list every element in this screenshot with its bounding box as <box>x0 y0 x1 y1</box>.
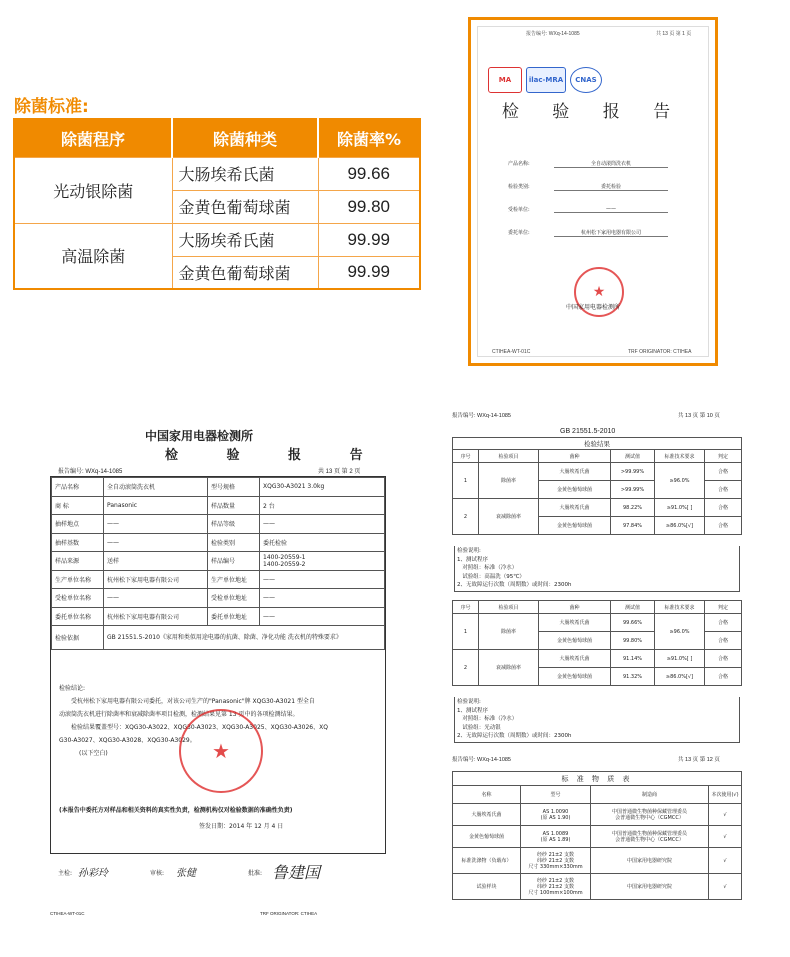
ref-header: 名称 <box>453 786 521 804</box>
seal-star-icon: ★ <box>592 284 606 300</box>
results-strain: 金黄色葡萄球菌 <box>539 481 611 499</box>
field-label: 生产单位名称 <box>52 570 104 589</box>
results-header: 序号 <box>453 601 479 614</box>
field-value: —— <box>260 589 385 608</box>
report-institute: 中国家用电器检测所 <box>145 429 254 443</box>
cover-field <box>508 183 668 193</box>
results-value: 99.80% <box>611 632 655 650</box>
results-value: 91.14% <box>611 650 655 668</box>
report-info-table <box>51 477 385 650</box>
results-item: 衰减除菌率 <box>479 650 539 686</box>
results-req: ≥96.0% <box>655 463 705 499</box>
results-req: ≥91.0%[ ] <box>655 650 705 668</box>
results-req: ≥96.0% <box>655 614 705 650</box>
results-judge: 合格 <box>705 499 742 517</box>
field-label: 委托单位名称 <box>52 607 104 626</box>
field-value: 2 台 <box>260 496 385 515</box>
report-title: 检 验 报 告 <box>165 448 385 463</box>
sign-label: 主检: <box>58 870 73 877</box>
cover-report-no: 报告编号: WXq-14-1085 <box>526 31 580 37</box>
cover-field-label: 受检单位: <box>508 207 530 213</box>
results-item: 除菌率 <box>479 463 539 499</box>
ref-model: AS 1.0090 (原 AS 1.90) <box>521 804 591 826</box>
type-cell: 大肠埃希氏菌 <box>172 157 318 190</box>
field-label: 样品数量 <box>208 496 260 515</box>
results-header: 标准技术要求 <box>655 601 705 614</box>
ref-header: 制造商 <box>591 786 709 804</box>
header-rate: 除菌率% <box>318 119 420 157</box>
field-label: 样品等级 <box>208 515 260 534</box>
cover-field <box>508 160 668 170</box>
field-value: 杭州松下家用电器有限公司 <box>104 607 208 626</box>
note-line: 检验说明: <box>457 548 481 554</box>
note-line: 对照组：标准（冷水） <box>457 716 518 722</box>
type-cell: 金黄色葡萄球菌 <box>172 190 318 223</box>
ref-model: 经纱 21±2 支数 纬纱 21±2 支数 尺寸 100mm×100mm <box>521 874 591 900</box>
rate-cell: 99.66 <box>318 157 420 190</box>
results-table-1 <box>452 449 742 535</box>
field-value: —— <box>260 570 385 589</box>
field-value: —— <box>104 515 208 534</box>
ref-maker: 中国普通微生物菌种保藏管理委员 会普通微生物中心（CGMCC） <box>591 826 709 848</box>
results-strain: 金黄色葡萄球菌 <box>539 632 611 650</box>
ref-caption: 标 准 物 质 表 <box>452 771 742 785</box>
field-label: 样品来源 <box>52 552 104 571</box>
results-table-2 <box>452 600 742 686</box>
results-value: >99.99% <box>611 463 655 481</box>
program-cell: 高温除菌 <box>14 223 172 289</box>
field-value: 送样 <box>104 552 208 571</box>
results-strain: 大肠埃希氏菌 <box>539 650 611 668</box>
results-req: ≥86.0%[√] <box>655 517 705 535</box>
results-strain: 大肠埃希氏菌 <box>539 499 611 517</box>
results-judge: 合格 <box>705 481 742 499</box>
note-line: 检验说明: <box>457 699 481 705</box>
results-header: 判定 <box>705 450 742 463</box>
note-line: 1、测试程序 <box>457 707 488 714</box>
results-judge: 合格 <box>705 650 742 668</box>
ref-model: AS 1.0089 (原 AS 1.89) <box>521 826 591 848</box>
results-header: 检验项目 <box>479 601 539 614</box>
report-footer-left: CTIHEA-WT-01C <box>50 911 85 916</box>
ref-used: √ <box>709 874 742 900</box>
signature-row <box>50 862 386 886</box>
results-caption: 检验结果 <box>452 437 742 449</box>
cover-field-value: —— <box>554 206 668 213</box>
results-value: 97.84% <box>611 517 655 535</box>
results-no: 2 <box>453 499 479 535</box>
cover-field-value: 委托检验 <box>554 183 668 191</box>
sign-label: 批准: <box>248 870 263 877</box>
note-line: 1、测试程序 <box>457 556 488 563</box>
results-header: 标准技术要求 <box>655 450 705 463</box>
conclusion-label: 检验结论: <box>59 685 86 692</box>
results-header: 菌种 <box>539 450 611 463</box>
field-label: 检验依据 <box>52 626 104 650</box>
header-program: 除菌程序 <box>14 119 172 157</box>
field-value: 1400-20559-1 1400-20559-2 <box>260 552 385 571</box>
ref-name: 大肠埃希氏菌 <box>453 804 521 826</box>
results-judge: 合格 <box>705 668 742 686</box>
ref-page: 共 13 页 第 12 页 <box>678 757 720 763</box>
field-value: Panasonic <box>104 496 208 515</box>
results-no: 1 <box>453 614 479 650</box>
cover-field-value: 杭州松下家用电器有限公司 <box>554 229 668 237</box>
note-line: 试验组：高温洗（95℃） <box>457 573 525 580</box>
field-label: 委托单位地址 <box>208 607 260 626</box>
cover-title: 检 验 报 告 <box>501 102 685 122</box>
field-label: 受检单位名称 <box>52 589 104 608</box>
note-line: 对照组：标准（冷水） <box>457 565 518 571</box>
report-page: 共 13 页 第 2 页 <box>318 469 361 475</box>
ref-header: 本次使用(√) <box>709 786 742 804</box>
results-strain: 金黄色葡萄球菌 <box>539 668 611 686</box>
note-line: 2、无故障运行次数（周期数）或时间：2300h <box>457 582 572 588</box>
field-label: 型号规格 <box>208 478 260 497</box>
signature-inspector: 孙彩玲 <box>78 868 108 879</box>
results-req: ≥91.0%[ ] <box>655 499 705 517</box>
cover-field-label: 产品名称: <box>508 161 530 167</box>
results-header: 测试值 <box>611 601 655 614</box>
rate-cell: 99.99 <box>318 256 420 289</box>
note-line: 2、无故障运行次数（周期数）或时间：2300h <box>457 733 572 739</box>
field-label: 抽样地点 <box>52 515 104 534</box>
cover-page: 共 13 页 第 1 页 <box>656 31 692 37</box>
field-label: 生产单位地址 <box>208 570 260 589</box>
results-page: 共 13 页 第 10 页 <box>678 413 720 419</box>
report-footer-right: TRF ORIGINATOR: CTIHEA <box>260 911 318 916</box>
conclusion-line: 动滚筒洗衣机进行除菌率和衰减除菌率项目检测，检测结果见第 13 页中的各项检测结果。 <box>59 711 299 718</box>
results-judge: 合格 <box>705 614 742 632</box>
results-item: 衰减除菌率 <box>479 499 539 535</box>
cover-field-value: 全自动滚筒洗衣机 <box>554 160 668 168</box>
conclusion-line: 受杭州松下家用电器有限公司委托，对该公司生产的"Panasonic"牌 XQG30-A3021 型全自 <box>71 698 315 705</box>
ref-maker: 中国家用电器研究院 <box>591 874 709 900</box>
conclusion-line: G30-A3027、XQG30-A3028、XQG30-A3029。 <box>59 737 196 744</box>
field-label: 产品名称 <box>52 478 104 497</box>
field-label: 抽样基数 <box>52 533 104 552</box>
red-seal-icon <box>179 709 263 793</box>
results-req: ≥86.0%[√] <box>655 668 705 686</box>
results-strain: 金黄色葡萄球菌 <box>539 517 611 535</box>
cnas-logo-icon: CNAS <box>570 67 602 93</box>
results-value: >99.99% <box>611 481 655 499</box>
sterilization-title: 除菌标准: <box>14 97 89 117</box>
results-no: 1 <box>453 463 479 499</box>
results-value: 99.66% <box>611 614 655 632</box>
results-notes-1 <box>454 546 740 592</box>
field-value: —— <box>104 589 208 608</box>
ilac-mra-logo-icon: ilac-MRA <box>526 67 566 93</box>
ref-name: 标准洗涤物（负载布） <box>453 848 521 874</box>
results-header: 判定 <box>705 601 742 614</box>
conclusion-line: (以下空白) <box>79 750 108 757</box>
results-judge: 合格 <box>705 632 742 650</box>
program-cell: 光动银除菌 <box>14 157 172 223</box>
results-judge: 合格 <box>705 463 742 481</box>
ref-maker: 中国普通微生物菌种保藏管理委员 会普通微生物中心（CGMCC） <box>591 804 709 826</box>
type-cell: 大肠埃希氏菌 <box>172 223 318 256</box>
report-form <box>50 476 386 854</box>
ref-used: √ <box>709 848 742 874</box>
results-header: 序号 <box>453 450 479 463</box>
ref-used: √ <box>709 804 742 826</box>
cover-footer-left: CTIHEA-WT-01C <box>492 349 531 355</box>
ma-logo-icon: MA <box>488 67 522 93</box>
field-value: 杭州松下家用电器有限公司 <box>104 570 208 589</box>
results-strain: 大肠埃希氏菌 <box>539 614 611 632</box>
ref-maker: 中国家用电器研究院 <box>591 848 709 874</box>
sterilization-table <box>13 118 421 290</box>
seal-star-icon: ★ <box>212 739 230 763</box>
note-line: 试验组：光动银 <box>457 724 501 731</box>
field-value: XQG30-A3021 3.0kg <box>260 478 385 497</box>
results-no: 2 <box>453 650 479 686</box>
results-report-no: 报告编号: WXq-14-1085 <box>452 413 511 419</box>
results-header: 菌种 <box>539 601 611 614</box>
ref-name: 试验样块 <box>453 874 521 900</box>
reference-table <box>452 785 742 900</box>
report-no: 报告编号: WXq-14-1085 <box>58 469 123 475</box>
rate-cell: 99.99 <box>318 223 420 256</box>
ref-model: 经纱 21±2 支数 纬纱 21±2 支数 尺寸 330mm×330mm <box>521 848 591 874</box>
cover-field <box>508 206 668 216</box>
basis-text: GB 21551.5-2010《家用和类似用途电器的抗菌、除菌、净化功能 洗衣机的特殊要求》 <box>104 626 385 650</box>
ref-header: 型号 <box>521 786 591 804</box>
header-type: 除菌种类 <box>172 119 318 157</box>
field-value: 委托检验 <box>260 533 385 552</box>
field-value: 全自动滚筒洗衣机 <box>104 478 208 497</box>
field-value: —— <box>104 533 208 552</box>
cover-footer-right: TRF ORIGINATOR: CTIHEA <box>628 349 692 355</box>
cover-institute: 中国家用电器检测所 <box>565 304 620 311</box>
results-judge: 合格 <box>705 517 742 535</box>
sign-label: 审核: <box>150 870 165 877</box>
results-header: 检验项目 <box>479 450 539 463</box>
rate-cell: 99.80 <box>318 190 420 223</box>
conclusion-line: 检验结果覆盖型号：XQG30-A3022、XQG30-A3023、XQG30-A3025、XQG30-A3026、XQ <box>71 724 328 731</box>
results-notes-2 <box>454 697 740 743</box>
field-label: 商 标 <box>52 496 104 515</box>
field-label: 检验类别 <box>208 533 260 552</box>
sign-date: 签发日期：2014 年 12 月 4 日 <box>199 823 284 830</box>
ref-used: √ <box>709 826 742 848</box>
results-header: 测试值 <box>611 450 655 463</box>
cover-field-label: 委托单位: <box>508 230 530 236</box>
results-standard: GB 21551.5-2010 <box>560 428 616 435</box>
ref-report-no: 报告编号: WXq-14-1085 <box>452 757 511 763</box>
signature-reviewer: 张健 <box>176 868 196 879</box>
field-value: —— <box>260 515 385 534</box>
field-value: —— <box>260 607 385 626</box>
field-label: 样品编号 <box>208 552 260 571</box>
report-note: (本报告中委托方对样品和相关资料的真实性负责，检测机构仅对检验数据的准确性负责) <box>59 807 293 814</box>
results-item: 除菌率 <box>479 614 539 650</box>
report-cover <box>468 17 718 366</box>
results-value: 91.32% <box>611 668 655 686</box>
results-value: 98.22% <box>611 499 655 517</box>
signature-approver: 鲁建国 <box>272 863 321 882</box>
field-label: 受检单位地址 <box>208 589 260 608</box>
type-cell: 金黄色葡萄球菌 <box>172 256 318 289</box>
cover-field-label: 检验类别: <box>508 184 530 190</box>
ref-name: 金黄色葡萄球菌 <box>453 826 521 848</box>
results-strain: 大肠埃希氏菌 <box>539 463 611 481</box>
cover-field <box>508 229 668 239</box>
